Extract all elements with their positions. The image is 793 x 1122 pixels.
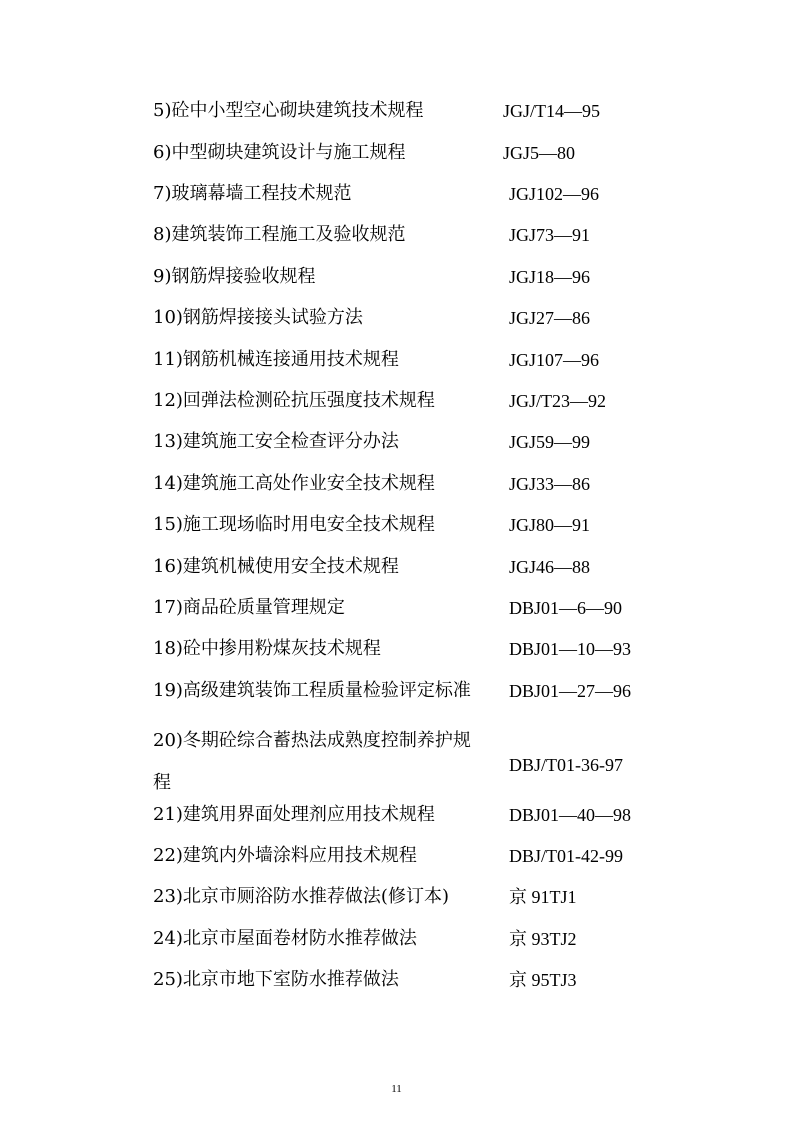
standard-row [153, 555, 653, 591]
standard-row [153, 99, 653, 135]
standard-code: JGJ18—96 [509, 267, 591, 287]
standard-title: 24)北京市屋面卷材防水推荐做法 [153, 928, 417, 949]
standard-row [153, 927, 653, 963]
standard-title: 15)施工现场临时用电安全技术规程 [153, 514, 435, 535]
standard-code: DBJ01—27—96 [509, 681, 632, 701]
standard-title: 7)玻璃幕墙工程技术规范 [153, 183, 352, 204]
standard-row [153, 430, 653, 466]
standard-code: JGJ102—96 [509, 184, 600, 204]
standard-title: 25)北京市地下室防水推荐做法 [153, 969, 399, 990]
standard-title: 6)中型砌块建筑设计与施工规程 [153, 142, 406, 163]
standard-code: 京 95TJ3 [509, 970, 577, 990]
standard-code: JGJ80—91 [509, 515, 591, 535]
standard-code: JGJ107—96 [509, 350, 600, 370]
standard-title: 14)建筑施工高处作业安全技术规程 [153, 473, 435, 494]
standard-row [153, 513, 653, 549]
standard-code: DBJ01—10—93 [509, 639, 632, 659]
standard-title: 12)回弹法检测砼抗压强度技术规程 [153, 390, 435, 411]
standard-row [153, 968, 653, 1004]
standard-row [153, 728, 653, 808]
standard-row [153, 141, 653, 177]
standard-title: 10)钢筋焊接接头试验方法 [153, 307, 363, 328]
standard-row [153, 306, 653, 342]
standard-row [153, 803, 653, 839]
standard-title: 9)钢筋焊接验收规程 [153, 266, 316, 287]
standard-row [153, 844, 653, 880]
standard-row [153, 265, 653, 301]
standard-row [153, 885, 653, 921]
standard-title: 19)高级建筑装饰工程质量检验评定标准 [153, 680, 471, 701]
standard-row [153, 182, 653, 218]
standard-title: 23)北京市厕浴防水推荐做法(修订本) [153, 886, 449, 907]
standard-row [153, 679, 653, 715]
standard-code: DBJ/T01-42-99 [509, 846, 623, 866]
standard-code: DBJ01—40—98 [509, 805, 632, 825]
standard-row [153, 389, 653, 425]
standard-code: 京 93TJ2 [509, 929, 577, 949]
standard-title: 13)建筑施工安全检查评分办法 [153, 431, 399, 452]
standard-title: 11)钢筋机械连接通用技术规程 [153, 349, 399, 370]
standard-title: 17)商品砼质量管理规定 [153, 597, 345, 618]
standard-code: JGJ/T23—92 [509, 391, 607, 411]
standard-row [153, 596, 653, 632]
standard-code: JGJ/T14—95 [503, 101, 601, 121]
standard-row [153, 223, 653, 259]
standard-code: JGJ27—86 [509, 308, 591, 328]
standard-code: JGJ59—99 [509, 432, 591, 452]
page-number: 11 [391, 1083, 402, 1095]
standard-code: DBJ/T01-36-97 [509, 755, 623, 775]
standard-code: JGJ33—86 [509, 474, 591, 494]
standard-title: 8)建筑装饰工程施工及验收规范 [153, 224, 406, 245]
standard-code: JGJ5—80 [503, 143, 576, 163]
standard-title: 20)冬期砼综合蓄热法成熟度控制养护规程 [153, 730, 471, 793]
standard-code: 京 91TJ1 [509, 887, 577, 907]
standard-title: 16)建筑机械使用安全技术规程 [153, 556, 399, 577]
standard-row [153, 637, 653, 673]
standard-row [153, 472, 653, 508]
standard-code: JGJ46—88 [509, 557, 591, 577]
standard-title: 18)砼中掺用粉煤灰技术规程 [153, 638, 381, 659]
standard-title: 5)砼中小型空心砌块建筑技术规程 [153, 100, 424, 121]
standard-title: 22)建筑内外墙涂料应用技术规程 [153, 845, 417, 866]
standard-code: JGJ73—91 [509, 225, 591, 245]
standard-row [153, 348, 653, 384]
standard-code: DBJ01—6—90 [509, 598, 623, 618]
standard-title: 21)建筑用界面处理剂应用技术规程 [153, 804, 435, 825]
